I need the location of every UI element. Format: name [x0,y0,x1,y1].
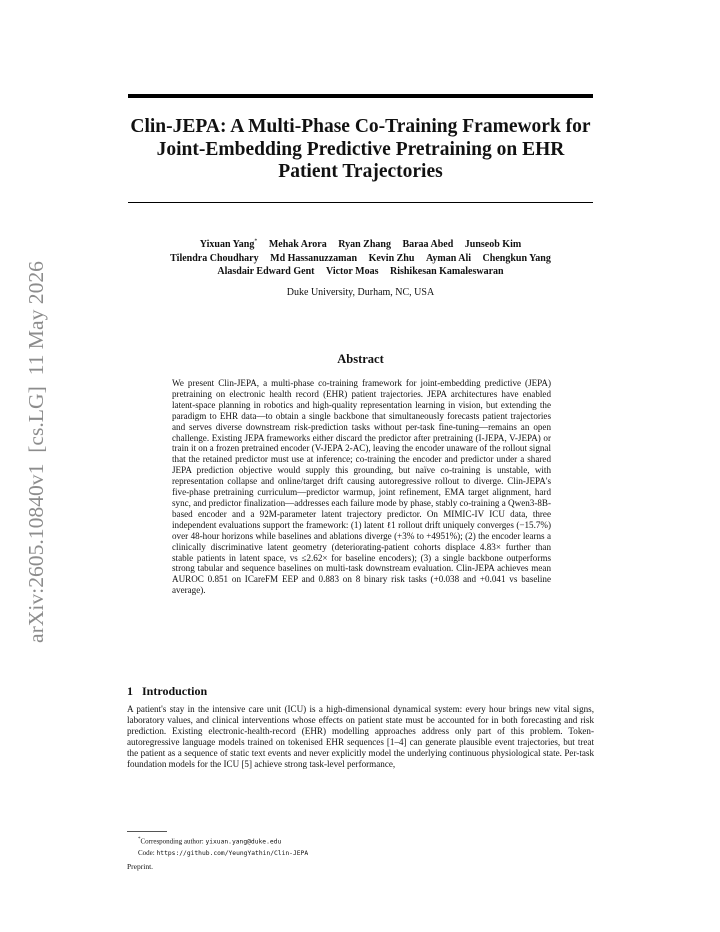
author-name: Mehak Arora [268,239,327,251]
author-name: Kevin Zhu [368,252,415,264]
author-line-1 [120,236,601,252]
paper-title: Clin-JEPA: A Multi-Phase Co-Training Framework for Joint-Embedding Predictive Pretraining on EHR Patient Trajectories [130,116,591,182]
author-name: Victor Moas [325,266,379,278]
corresponding-email-link[interactable]: yixuan.yang@duke.edu [205,838,282,846]
affiliation: Duke University, Durham, NC, USA [286,286,435,298]
author-name: Tilendra Choudhary [170,252,259,264]
code-url-link[interactable]: https://github.com/YeungYathin/Clin-JEPA [156,849,309,857]
footnote-code [138,848,308,860]
author-name: Ryan Zhang [338,239,391,251]
author-name: Yixuan Yang* [199,239,258,251]
footnotes [138,835,308,859]
footnote-mark: * [138,837,141,842]
arxiv-id-text: arXiv:2605.10840v1 [cs.LG] 11 May 2026 [24,262,48,643]
author-name: Alasdair Edward Gent [217,266,315,278]
footnote-corresponding-label: Corresponding author: [140,837,204,846]
footnote-rule [127,831,167,832]
abstract-heading: Abstract [337,352,384,366]
introduction-text: A patient's stay in the intensive care unit (ICU) is a high-dimensional dynamical system: every hour brings new vital signs, laboratory values, and clinical interventions whose effects on patient state must be accounted for in both forecasting and risk prediction. Existing electronic-health-record (EHR) modelling approaches address only part of this problem. Token-autoregressive language models trained on tokenised EHR sequences [1–4] can generate plausible event trajectories, but treat the patient as a sequence of static text events and never explicitly model the underlying continuous physiological state. Per-task foundation models for the ICU [5] achieve strong task-level performance, [127,704,594,769]
author-line-2 [120,252,601,266]
author-name: Ayman Ali [425,252,472,264]
title-bottom-rule [128,202,593,203]
section-title: Introduction [142,684,208,698]
section-heading-introduction [127,684,207,699]
arxiv-identifier [10,258,56,646]
section-number: 1 [127,684,133,698]
footnote-code-label: Code: [138,848,155,857]
author-name: Md Hassanuzzaman [270,252,358,264]
abstract-text: We present Clin-JEPA, a multi-phase co-training framework for joint-embedding predictive (JEPA) pretraining on electronic health record (EHR) patient trajectories. JEPA architectures have enabled latent-space planning in robotics and high-quality representation learning in vision, but extending the paradigm to EHR data—to obtain a single backbone that simultaneously forecasts patient trajectories and serves diverse downstream risk-prediction tasks without per-task fine-tuning—remains an open challenge. Existing JEPA frameworks either discard the predictor after pretraining (I-JEPA, V-JEPA) or train it on a frozen pretrained encoder (V-JEPA 2-AC), leaving the encoder unaware of the rollout signal that the retained predictor must use at inference; co-training the encoder and predictor under a shared JEPA prediction objective would supply this grounding, but naïve co-training is unstable, with representation collapse and online/target drift causing autoregressive rollout to diverge. Clin-JEPA's five-phase pretraining curriculum—predictor warmup, joint refinement, EMA target alignment, hard sync, and predictor finalization—addresses each failure mode by phase, stably co-training a Qwen3-8B-based encoder and a 92M-parameter latent trajectory predictor. On MIMIC-IV ICU data, three independent evaluations support the framework: (1) latent ℓ1 rollout drift uniquely converges (−15.7%) over 48-hour horizons while baselines and ablations diverge (+3% to +4951%); (2) the encoder learns a clinically discriminative latent geometry (deteriorating-patient cohorts displace 4.83× further than stable patients in latent space, vs ≤2.62× for baseline encoders); (3) a single backbone outperforms strong tabular and sequence baselines on multi-task downstream evaluation. Clin-JEPA achieves mean AUROC 0.851 on ICareFM EEP and 0.883 on 8 binary risk tasks (+0.038 and +0.041 vs baseline average). [172,378,551,596]
author-name: Baraa Abed [402,239,454,251]
footnote-corresponding [138,835,308,848]
abstract-body [172,378,551,596]
preprint-label: Preprint. [127,862,154,871]
author-name: Junseob Kim [464,239,522,251]
author-block [120,236,601,299]
author-name: Chengkun Yang [482,252,551,264]
author-line-3 [120,265,601,279]
author-name: Rishikesan Kamaleswaran [389,266,504,278]
title-top-rule [128,94,593,98]
corresponding-mark: * [254,239,258,245]
